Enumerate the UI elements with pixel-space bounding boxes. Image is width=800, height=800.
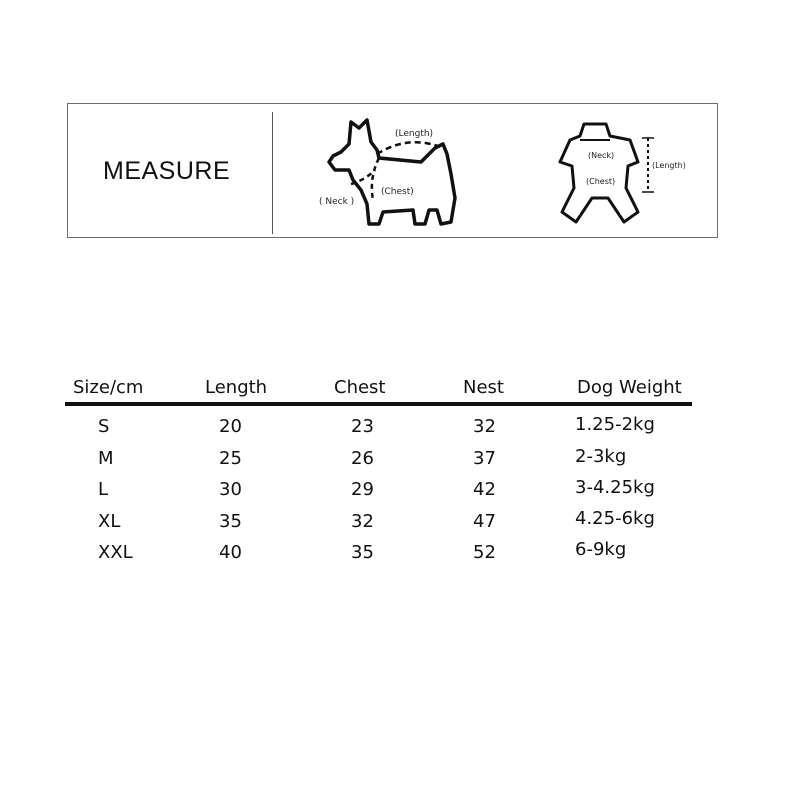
cell-length: 25 bbox=[219, 448, 242, 469]
cell-size: M bbox=[98, 448, 114, 469]
cell-weight: 3-4.25kg bbox=[575, 477, 655, 498]
dog-neck-label: ( Neck ) bbox=[319, 197, 355, 207]
cell-length: 30 bbox=[219, 479, 242, 500]
cell-weight: 2-3kg bbox=[575, 446, 627, 467]
cell-nest: 32 bbox=[473, 416, 496, 437]
cell-nest: 47 bbox=[473, 511, 496, 532]
header-length: Length bbox=[205, 377, 268, 398]
header-size: Size/cm bbox=[73, 377, 144, 398]
cell-nest: 42 bbox=[473, 479, 496, 500]
cell-weight: 4.25-6kg bbox=[575, 508, 655, 529]
header-nest: Nest bbox=[463, 377, 504, 398]
cell-size: XXL bbox=[98, 542, 133, 563]
dog-chest-label: (Chest) bbox=[381, 187, 414, 197]
cell-length: 20 bbox=[219, 416, 242, 437]
measure-title: MEASURE bbox=[103, 157, 231, 185]
cell-chest: 26 bbox=[351, 448, 374, 469]
cell-weight: 1.25-2kg bbox=[575, 414, 655, 435]
cell-chest: 29 bbox=[351, 479, 374, 500]
cell-nest: 37 bbox=[473, 448, 496, 469]
cell-length: 40 bbox=[219, 542, 242, 563]
cell-chest: 32 bbox=[351, 511, 374, 532]
cell-length: 35 bbox=[219, 511, 242, 532]
cell-chest: 23 bbox=[351, 416, 374, 437]
cell-chest: 35 bbox=[351, 542, 374, 563]
header-dog-weight: Dog Weight bbox=[577, 377, 682, 398]
cell-nest: 52 bbox=[473, 542, 496, 563]
dog-length-label: (Length) bbox=[395, 129, 434, 139]
cell-size: XL bbox=[98, 511, 121, 532]
cell-size: L bbox=[98, 479, 109, 500]
cell-weight: 6-9kg bbox=[575, 539, 627, 560]
header-rule bbox=[65, 402, 692, 406]
coat-length-label: (Length) bbox=[652, 161, 686, 170]
header-chest: Chest bbox=[334, 377, 386, 398]
cell-size: S bbox=[98, 416, 110, 437]
coat-chest-label: (Chest) bbox=[586, 177, 616, 186]
coat-neck-label: (Neck) bbox=[588, 151, 615, 160]
